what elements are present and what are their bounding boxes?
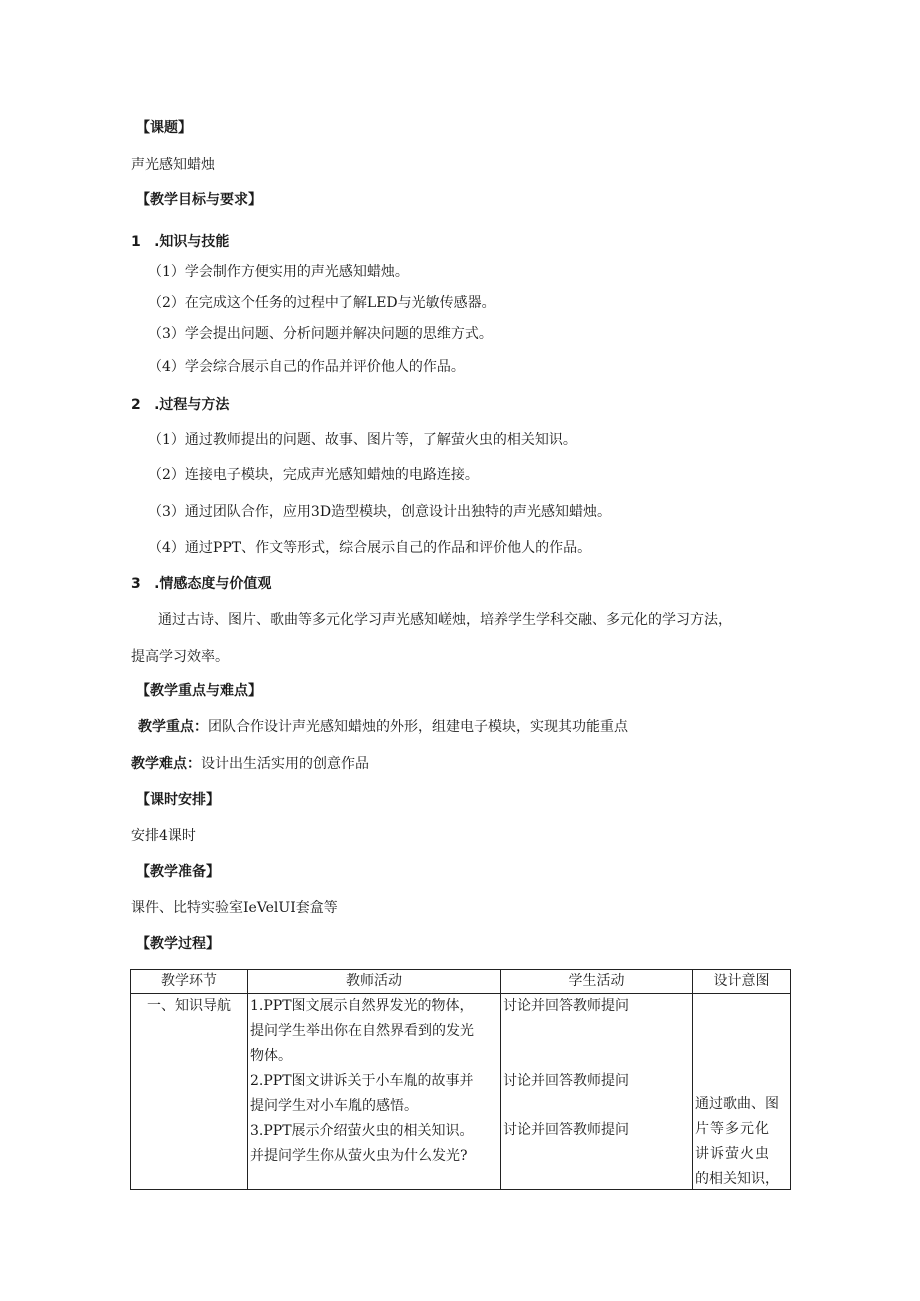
- intent-line: 讲诉萤火虫: [695, 1146, 770, 1162]
- column-header: 设计意图: [693, 970, 791, 994]
- student-line: 讨论并回答教师提问: [503, 1073, 629, 1089]
- goals-heading: 【教学目标与要求】: [136, 192, 262, 208]
- section-3-paragraph-cont: 提高学习效率。: [131, 649, 229, 665]
- schedule-heading: 【课时安排】: [136, 792, 220, 808]
- list-item: （1）学会制作方便实用的声光感知蜡烛。: [148, 264, 409, 280]
- intent-line: 片等多元化: [695, 1121, 770, 1137]
- column-header: 学生活动: [501, 970, 693, 994]
- list-item: （4）学会综合展示自己的作品并评价他人的作品。: [148, 359, 465, 375]
- teacher-line: 3.PPT展示介绍萤火虫的相关知识。: [250, 1123, 474, 1139]
- intent-cell: [693, 994, 791, 1190]
- column-header: 教学环节: [131, 970, 248, 994]
- intent-line: 的相关知识，: [695, 1171, 779, 1187]
- list-item: （2）连接电子模块，完成声光感知蜡烛的电路连接。: [148, 467, 479, 483]
- section-3-title: 3 .情感态度与价值观: [131, 576, 272, 592]
- prep-heading: 【教学准备】: [136, 864, 220, 880]
- process-table: [130, 969, 791, 1190]
- schedule-text: 安排4课时: [131, 828, 196, 844]
- list-item: （3）学会提出问题、分析问题并解决问题的思维方式。: [148, 326, 493, 342]
- section-3-paragraph: 通过古诗、图片、歌曲等多元化学习声光感知嵯烛，培养学生学科交融、多元化的学习方法，: [158, 612, 732, 628]
- list-item: （2）在完成这个任务的过程中了解LED与光敏传感器。: [148, 295, 496, 311]
- list-item: （4）通过PPT、作文等形式，综合展示自己的作品和评价他人的作品。: [148, 540, 592, 556]
- teacher-line: 提问学生对小车胤的感悟。: [250, 1098, 418, 1114]
- topic-text: 声光感知蜡烛: [131, 157, 215, 173]
- section-1-title: 1 .知识与技能: [131, 234, 230, 250]
- list-item: （1）通过教师提出的问题、故事、图片等，了解萤火虫的相关知识。: [148, 432, 577, 448]
- key-point: 教学重点：团队合作设计声光感知蜡烛的外形，组建电子模块，实现其功能重点: [138, 719, 628, 735]
- teacher-line: 并提问学生你从萤火虫为什么发光?: [250, 1148, 468, 1164]
- difficult-point: 教学难点：设计出生活实用的创意作品: [131, 756, 369, 772]
- column-header: 教师活动: [248, 970, 501, 994]
- student-activity-cell: [501, 994, 693, 1190]
- table-header-row: [131, 970, 791, 994]
- teacher-line: 1.PPT图文展示自然界发光的物体，: [250, 998, 474, 1014]
- teacher-line: 物体。: [250, 1048, 292, 1064]
- student-line: 讨论并回答教师提问: [503, 1122, 629, 1138]
- table-row: [131, 994, 791, 1190]
- teacher-line: 2.PPT图文讲诉关于小车胤的故事并: [250, 1073, 474, 1089]
- section-2-title: 2 .过程与方法: [131, 397, 230, 413]
- teacher-activity-cell: [248, 994, 501, 1190]
- stage-cell: 一、知识导航: [131, 994, 248, 1190]
- keypoints-heading: 【教学重点与难点】: [136, 683, 262, 699]
- student-line: 讨论并回答教师提问: [503, 998, 629, 1014]
- intent-line: 通过歌曲、图: [695, 1096, 779, 1112]
- list-item: （3）通过团队合作，应用3D造型模块，创意设计出独特的声光感知蜡烛。: [148, 504, 612, 520]
- prep-text: 课件、比特实验室IeVelUI套盒等: [131, 900, 338, 916]
- teacher-line: 提问学生举出你在自然界看到的发光: [250, 1023, 474, 1039]
- topic-heading: 【课题】: [136, 120, 192, 136]
- process-heading: 【教学过程】: [136, 936, 220, 952]
